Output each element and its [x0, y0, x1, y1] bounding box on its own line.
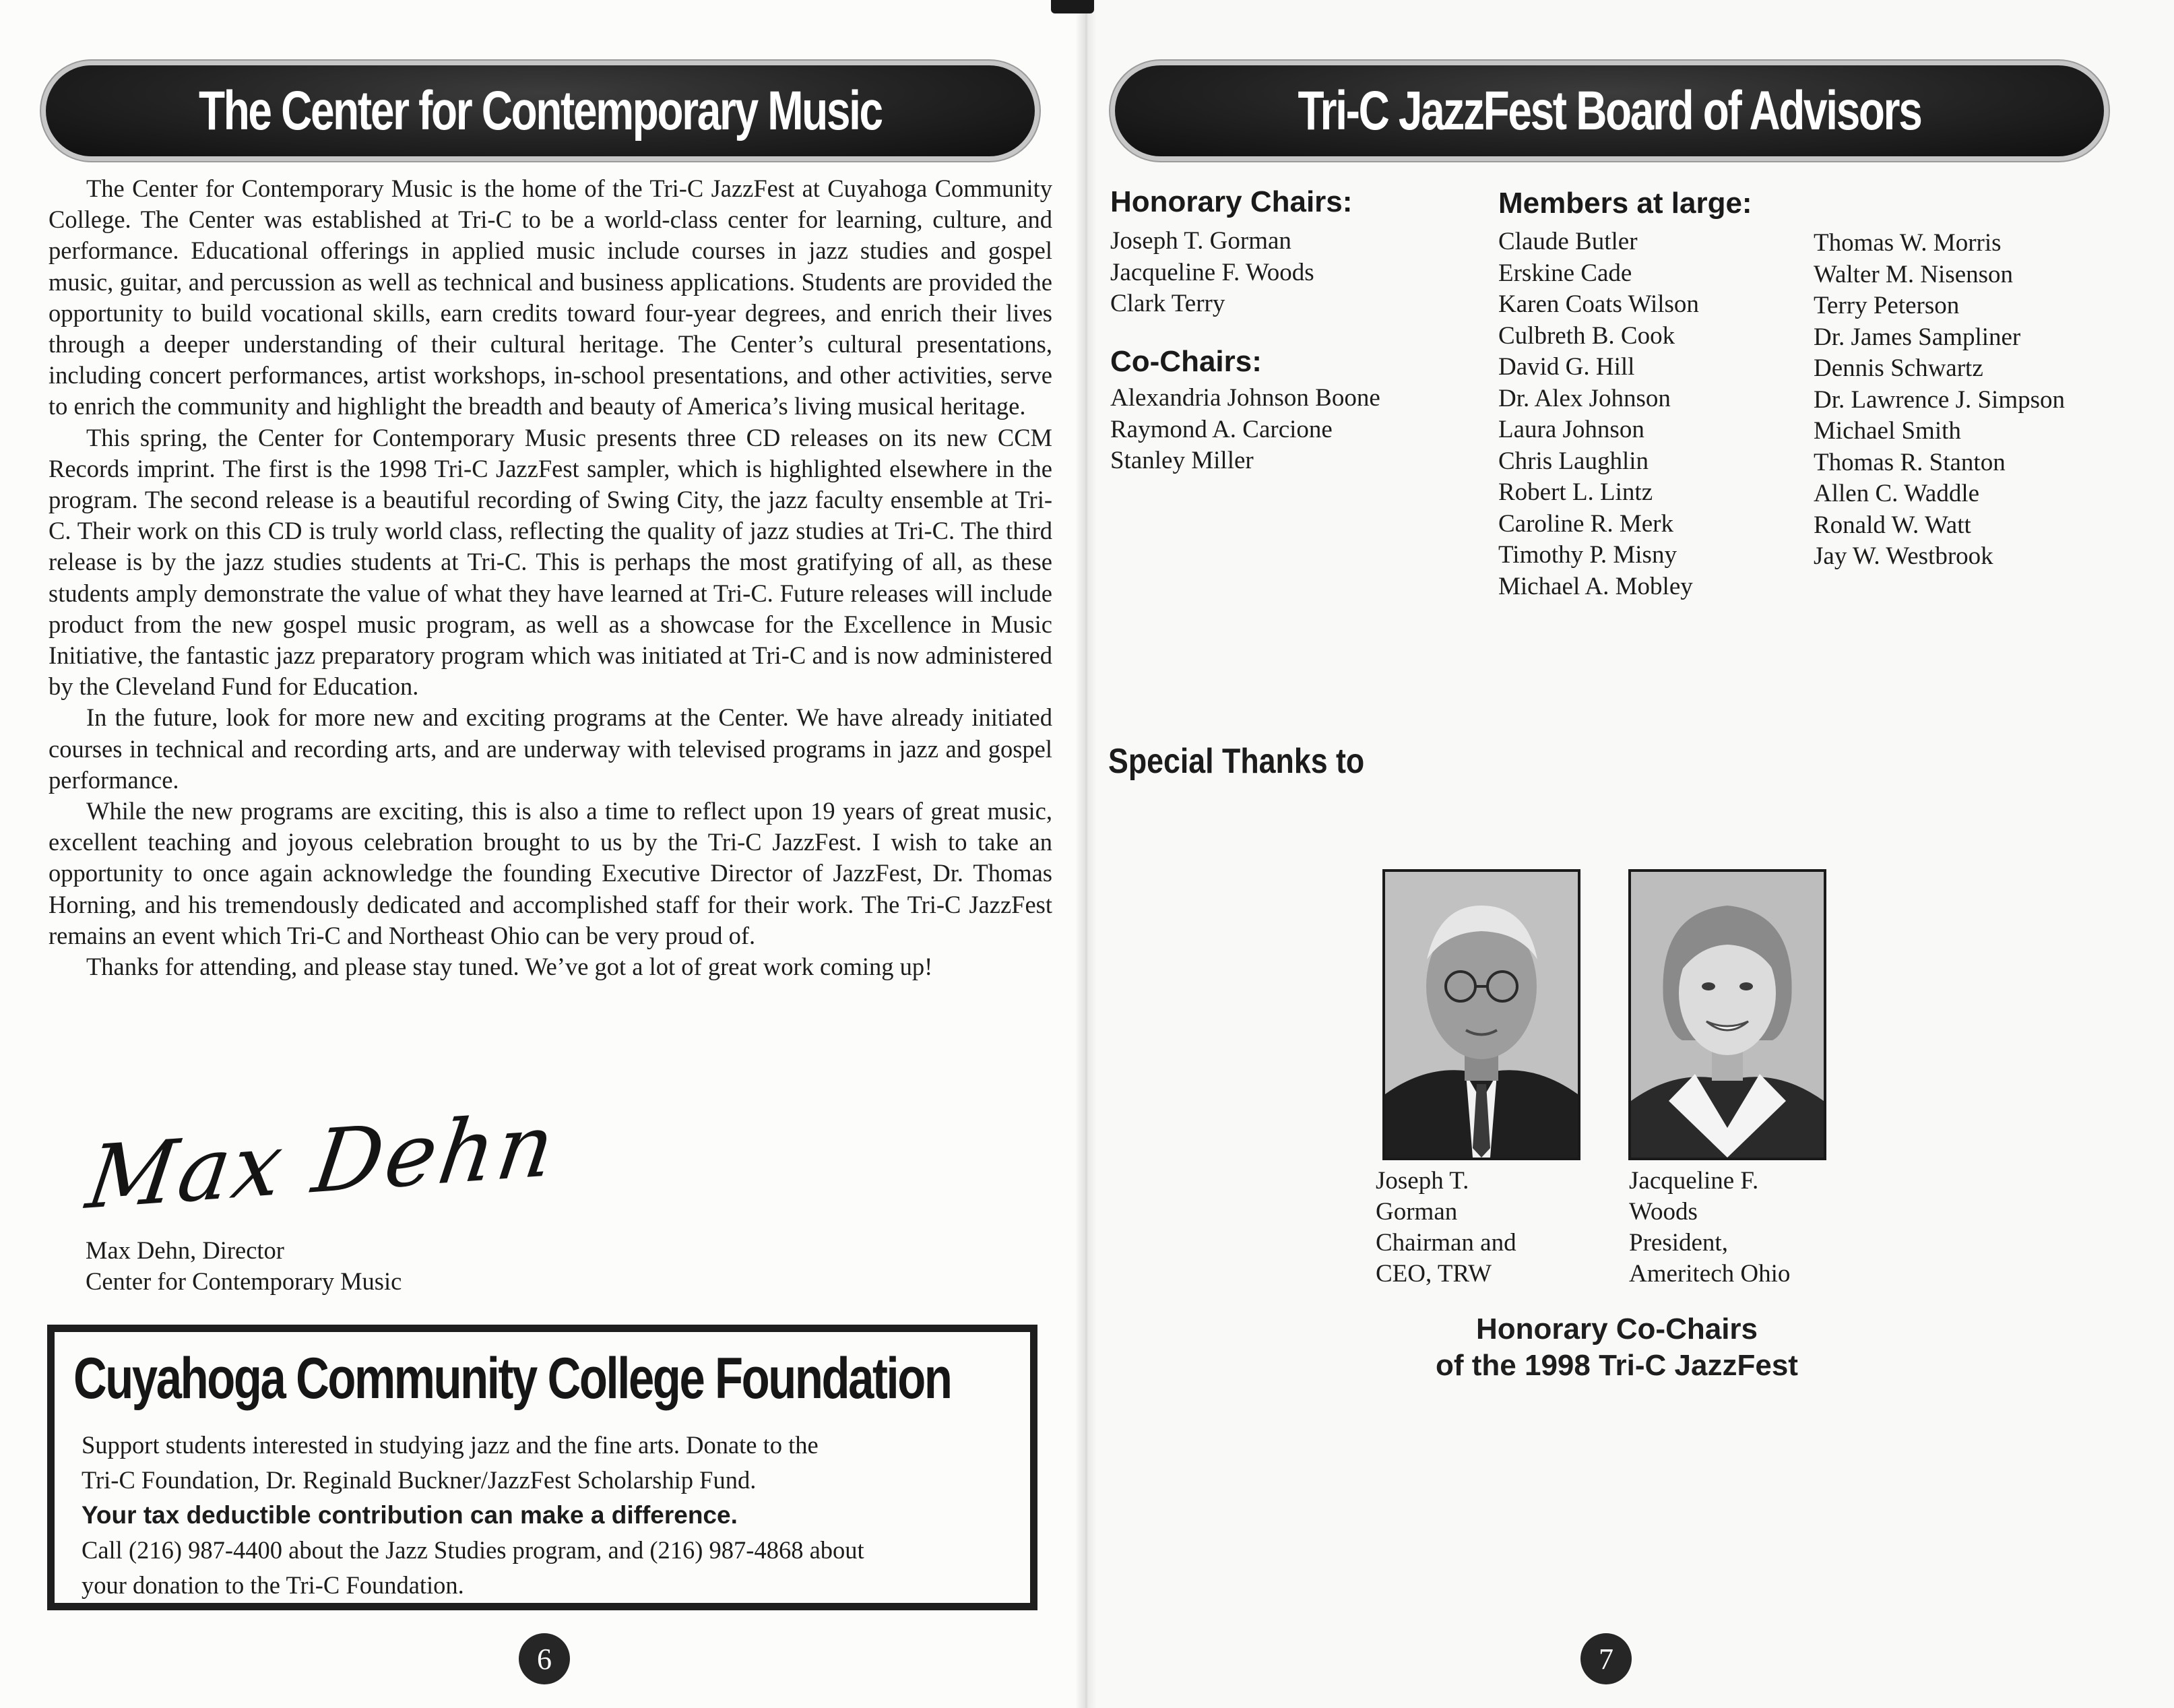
signer-name: Max Dehn, Director [86, 1236, 284, 1264]
caption-line: Joseph T. [1376, 1167, 1469, 1195]
caption-line: Woods [1629, 1198, 1698, 1226]
list-item: Clark Terry [1110, 290, 1225, 317]
list-item: Robert L. Lintz [1498, 478, 1653, 506]
page-number-right: 7 [1580, 1633, 1632, 1684]
list-item: Walter M. Nisenson [1814, 260, 2014, 288]
foundation-line: your donation to the Tri-C Foundation. [82, 1571, 464, 1599]
binding-tab [1051, 0, 1094, 13]
members-col2 [1814, 228, 2065, 573]
list-item: Jay W. Westbrook [1814, 542, 1993, 570]
left-banner-title: The Center for Contemporary Music [199, 80, 882, 141]
caption-line: Honorary Co-Chairs [1475, 1312, 1758, 1346]
list-item: Erskine Cade [1498, 259, 1632, 287]
foundation-box [47, 1325, 1037, 1610]
caption-line: Gorman [1376, 1198, 1458, 1226]
members-heading: Members at large: [1498, 187, 1752, 220]
list-item: Culbreth B. Cook [1498, 321, 1675, 350]
book-gutter [1075, 0, 1097, 1708]
foundation-line: Support students interested in studying jazz and the fine arts. Donate to the [82, 1431, 819, 1459]
list-item: Michael A. Mobley [1498, 572, 1693, 600]
co-chairs-list [1110, 383, 1380, 477]
foundation-bold-line: Your tax deductible contribution can make a difference. [82, 1501, 738, 1529]
caption-line: Ameritech Ohio [1629, 1260, 1791, 1288]
photo-jacqueline-woods [1628, 869, 1826, 1160]
handwritten-signature: Max Dehn [81, 1094, 563, 1230]
photo-caption-woods [1629, 1166, 1790, 1290]
caption-line: Jacqueline F. [1629, 1167, 1759, 1195]
foundation-title: Cuyahoga Community College Foundation [73, 1346, 951, 1411]
signature-block [86, 1235, 402, 1297]
list-item: Allen C. Waddle [1814, 480, 1980, 507]
list-item: Caroline R. Merk [1498, 509, 1673, 538]
honorary-chairs-heading: Honorary Chairs: [1110, 185, 1353, 218]
list-item: Ronald W. Watt [1814, 511, 1971, 539]
members-col1 [1498, 226, 1699, 602]
list-item: Terry Peterson [1814, 292, 1960, 319]
article-paragraph: While the new programs are exciting, this is also a time to reflect upon 19 years of great music, excellent teaching and joyous celebration brought to us by the Tri-C JazzFest. I wish to take an opportunity to once again acknowledge the founding Executive Director of JazzFest, Dr. Thomas Horning, and his tremendously dedicated and accomplished staff for their work. The Tri-C JazzFest remains an event which Tri-C and Northeast Ohio can be very proud of. [49, 797, 1052, 949]
foundation-body [82, 1428, 1011, 1603]
list-item: Timothy P. Misny [1498, 541, 1677, 569]
list-item: Thomas R. Stanton [1814, 448, 2006, 476]
list-item: Michael Smith [1814, 417, 1961, 445]
photo-caption-gorman [1376, 1166, 1516, 1290]
caption-line: Chairman and [1376, 1229, 1516, 1257]
article-paragraph: This spring, the Center for Contemporary Music presents three CD releases on its new CCM Records imprint. The first is the 1998 Tri-C JazzFest sampler, which is highlighted elsewhere in the program. The second release is a beautiful recording of Swing City, the jazz faculty ensemble at Tri-C. Their work on this CD is truly world class, reflecting the quality of jazz studies at Tri-C. The third release is by the jazz studies students at Tri-C. This is perhaps the most gratifying of all, as these students amply demonstrate the value of what they have learned at Tri-C. Future releases will include product from the new gospel music program, as well as a showcase for the Excellence in Music Initiative, the fantastic jazz preparatory program which was initiated at Tri-C and is now administered by the Cleveland Fund for Education. [49, 423, 1052, 701]
co-chairs-heading: Co-Chairs: [1110, 345, 1262, 378]
list-item: Dennis Schwartz [1814, 354, 1983, 382]
caption-line: CEO, TRW [1376, 1260, 1492, 1288]
foundation-line: Tri-C Foundation, Dr. Reginald Buckner/JazzFest Scholarship Fund. [82, 1466, 757, 1494]
honorary-co-chairs-caption [1347, 1311, 1886, 1384]
right-banner-title: Tri-C JazzFest Board of Advisors [1298, 80, 1921, 141]
special-thanks-heading: Special Thanks to [1108, 742, 1365, 781]
ccm-article [49, 173, 1052, 982]
article-paragraph: In the future, look for more new and exciting programs at the Center. We have already initiated courses in technical and recording arts, and are underway with televised programs in jazz and gospel performance. [49, 703, 1052, 794]
list-item: Chris Laughlin [1498, 447, 1649, 475]
list-item: Thomas W. Morris [1814, 229, 2002, 257]
caption-line: President, [1629, 1229, 1728, 1257]
right-banner [1115, 65, 2104, 156]
list-item: Claude Butler [1498, 228, 1638, 255]
left-banner [46, 65, 1035, 156]
list-item: Laura Johnson [1498, 416, 1644, 443]
list-item: Joseph T. Gorman [1110, 227, 1291, 255]
foundation-line: Call (216) 987-4400 about the Jazz Studies program, and (216) 987-4868 about [82, 1536, 864, 1564]
list-item: Jacqueline F. Woods [1110, 258, 1314, 286]
honorary-chairs-list [1110, 226, 1314, 320]
signer-org: Center for Contemporary Music [86, 1267, 402, 1295]
list-item: Dr. James Sampliner [1814, 323, 2021, 351]
list-item: Raymond A. Carcione [1110, 415, 1333, 443]
page-number-left: 6 [519, 1633, 570, 1684]
list-item: Stanley Miller [1110, 447, 1254, 474]
list-item: Karen Coats Wilson [1498, 290, 1699, 318]
list-item: David G. Hill [1498, 353, 1635, 381]
list-item: Alexandria Johnson Boone [1110, 384, 1380, 412]
photo-joseph-gorman [1382, 869, 1580, 1160]
list-item: Dr. Alex Johnson [1498, 384, 1671, 412]
article-paragraph: The Center for Contemporary Music is the home of the Tri-C JazzFest at Cuyahoga Community College. The Center was established at Tri-C to be a world-class center for learning, culture, and performance. Educational offerings in applied music include courses in jazz studies and gospel music, guitar, and percussion as well as technical and business applications. Students are provided the opportunity to build vocational skills, earn credits toward four-year degrees, and enrich their lives through a deeper understanding of their cultural heritage. The Center’s cultural presentations, including concert performances, artist workshops, in-school presentations, and other activities, serve to enrich the community and highlight the breadth and beauty of America’s living musical heritage. [49, 175, 1052, 420]
article-paragraph: Thanks for attending, and please stay tuned. We’ve got a lot of great work coming up! [86, 953, 933, 981]
list-item: Dr. Lawrence J. Simpson [1814, 385, 2066, 414]
caption-line: of the 1998 Tri-C JazzFest [1436, 1349, 1798, 1382]
